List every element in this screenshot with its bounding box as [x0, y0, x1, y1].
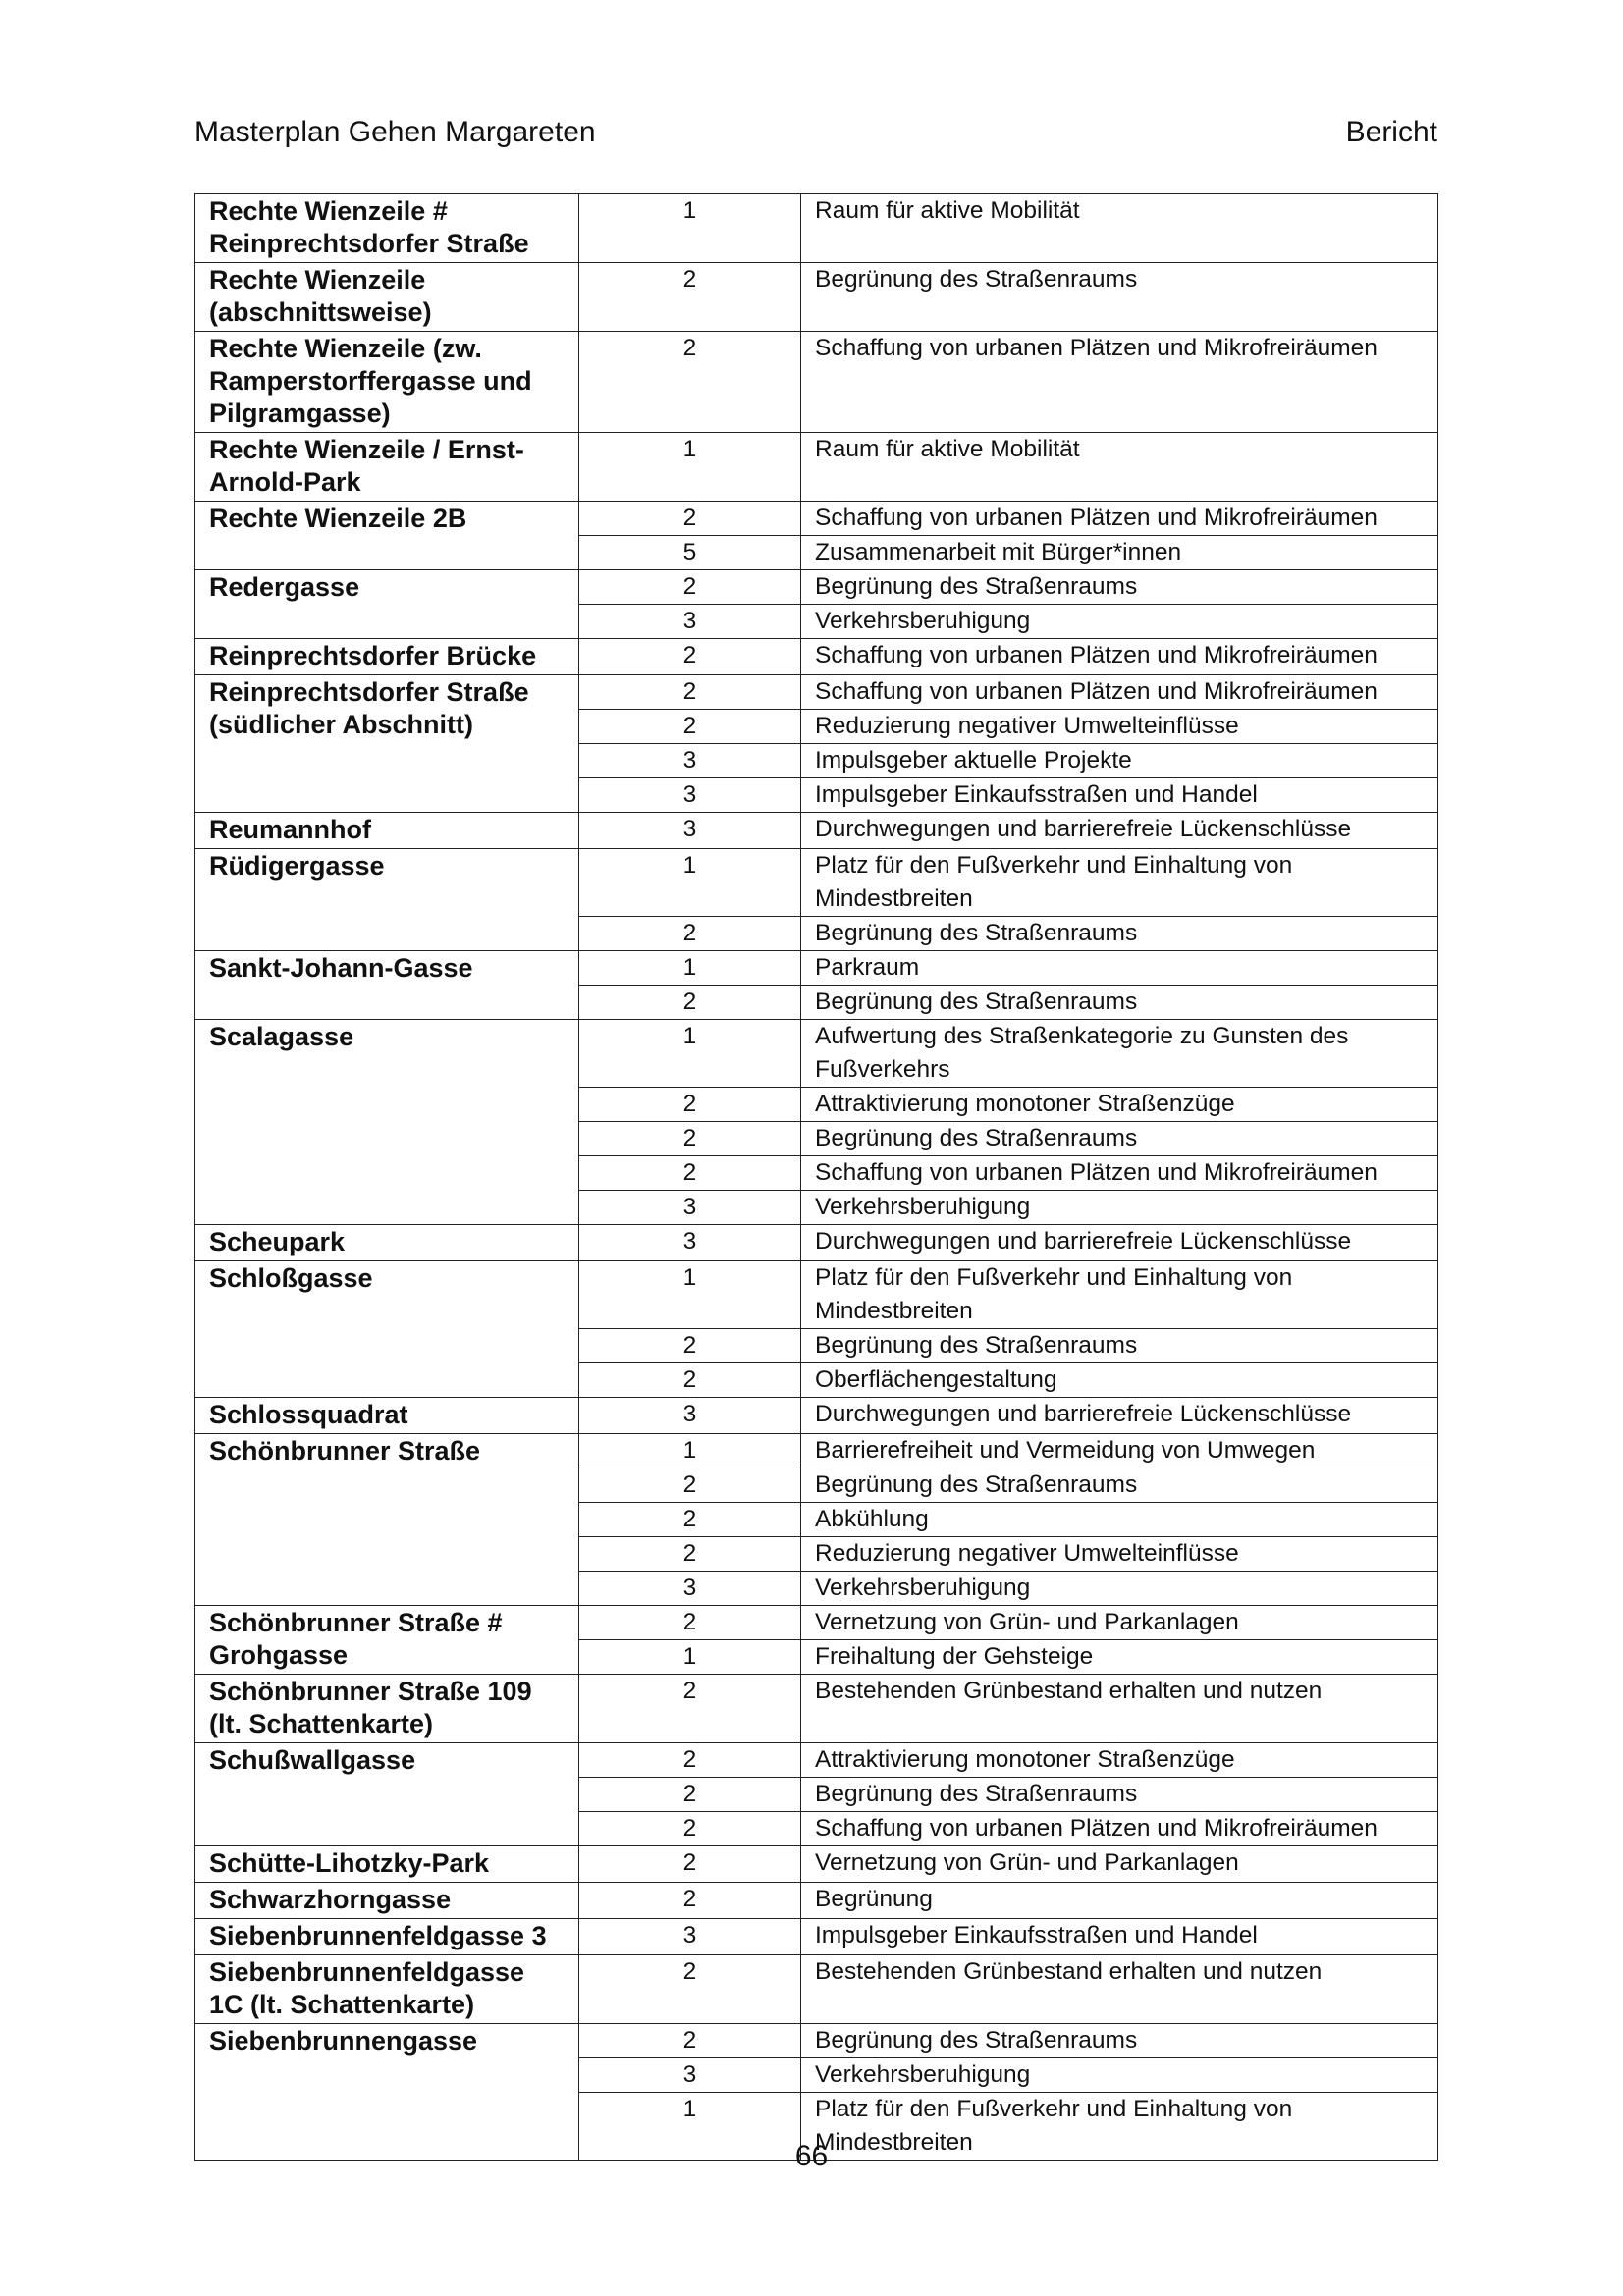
measure-cell: Barrierefreiheit und Vermeidung von Umwegen: [801, 1434, 1438, 1468]
table-row: [195, 639, 1438, 675]
measure-cell: Aufwertung des Straßenkategorie zu Gunsten des Fußverkehrs: [801, 1020, 1438, 1088]
measure-cell: Impulsgeber Einkaufsstraßen und Handel: [801, 1919, 1438, 1955]
measure-cell: Begrünung: [801, 1883, 1438, 1919]
measure-cell: Schaffung von urbanen Plätzen und Mikrofreiräumen: [801, 502, 1438, 536]
table-row: [195, 849, 1438, 917]
measure-cell: Attraktivierung monotoner Straßenzüge: [801, 1743, 1438, 1778]
measure-cell: Impulsgeber Einkaufsstraßen und Handel: [801, 778, 1438, 813]
table-row: [195, 1261, 1438, 1329]
priority-cell: 3: [579, 605, 801, 639]
measure-cell: Durchwegungen und barrierefreie Lückenschlüsse: [801, 813, 1438, 849]
priority-cell: 1: [579, 1434, 801, 1468]
table-row: [195, 1434, 1438, 1468]
location-cell: Siebenbrunnengasse: [195, 2024, 579, 2161]
priority-cell: 1: [579, 1020, 801, 1088]
priority-cell: 2: [579, 1329, 801, 1363]
location-cell: Rechte Wienzeile / Ernst-Arnold-Park: [195, 433, 579, 502]
priority-cell: 2: [579, 570, 801, 605]
measure-cell: Schaffung von urbanen Plätzen und Mikrofreiräumen: [801, 675, 1438, 710]
priority-cell: 2: [579, 1503, 801, 1537]
priority-cell: 2: [579, 502, 801, 536]
page-header: [194, 116, 1437, 159]
measures-table-container: [194, 193, 1437, 2161]
priority-cell: 2: [579, 1122, 801, 1156]
table-row: [195, 1398, 1438, 1434]
priority-cell: 2: [579, 1537, 801, 1572]
table-row: [195, 1606, 1438, 1640]
location-cell: Rüdigergasse: [195, 849, 579, 951]
document-title: Masterplan Gehen Margareten: [194, 116, 596, 148]
location-cell: Schwarzhorngasse: [195, 1883, 579, 1919]
location-cell: Scheupark: [195, 1225, 579, 1261]
priority-cell: 3: [579, 1225, 801, 1261]
priority-cell: 1: [579, 1640, 801, 1675]
measure-cell: Verkehrsberuhigung: [801, 605, 1438, 639]
measure-cell: Platz für den Fußverkehr und Einhaltung von Mindestbreiten: [801, 2093, 1438, 2161]
measure-cell: Durchwegungen und barrierefreie Lückenschlüsse: [801, 1398, 1438, 1434]
priority-cell: 2: [579, 986, 801, 1020]
measure-cell: Begrünung des Straßenraums: [801, 263, 1438, 332]
measure-cell: Begrünung des Straßenraums: [801, 1122, 1438, 1156]
priority-cell: 3: [579, 1919, 801, 1955]
measure-cell: Verkehrsberuhigung: [801, 1191, 1438, 1225]
measure-cell: Begrünung des Straßenraums: [801, 1778, 1438, 1812]
table-row: [195, 1846, 1438, 1883]
location-cell: Sankt-Johann-Gasse: [195, 951, 579, 1020]
priority-cell: 3: [579, 2058, 801, 2093]
location-cell: Rechte Wienzeile # Reinprechtsdorfer Straße: [195, 194, 579, 263]
location-cell: Schönbrunner Straße # Grohgasse: [195, 1606, 579, 1675]
measure-cell: Begrünung des Straßenraums: [801, 917, 1438, 951]
priority-cell: 2: [579, 1468, 801, 1503]
location-cell: Schloßgasse: [195, 1261, 579, 1398]
measure-cell: Raum für aktive Mobilität: [801, 194, 1438, 263]
location-cell: Schönbrunner Straße: [195, 1434, 579, 1606]
priority-cell: 2: [579, 1156, 801, 1191]
priority-cell: 2: [579, 917, 801, 951]
measure-cell: Verkehrsberuhigung: [801, 2058, 1438, 2093]
location-cell: Reinprechtsdorfer Brücke: [195, 639, 579, 675]
priority-cell: 3: [579, 1191, 801, 1225]
measure-cell: Platz für den Fußverkehr und Einhaltung von Mindestbreiten: [801, 1261, 1438, 1329]
location-cell: Rechte Wienzeile 2B: [195, 502, 579, 570]
priority-cell: 2: [579, 2024, 801, 2058]
measures-table: [194, 193, 1438, 2161]
priority-cell: 1: [579, 2093, 801, 2161]
table-row: [195, 1225, 1438, 1261]
table-row: [195, 433, 1438, 502]
measure-cell: Verkehrsberuhigung: [801, 1572, 1438, 1606]
table-row: [195, 1919, 1438, 1955]
priority-cell: 2: [579, 1743, 801, 1778]
measure-cell: Platz für den Fußverkehr und Einhaltung von Mindestbreiten: [801, 849, 1438, 917]
location-cell: Scalagasse: [195, 1020, 579, 1225]
priority-cell: 2: [579, 1675, 801, 1743]
location-cell: Reinprechtsdorfer Straße (südlicher Abschnitt): [195, 675, 579, 813]
measure-cell: Durchwegungen und barrierefreie Lückenschlüsse: [801, 1225, 1438, 1261]
table-row: [195, 194, 1438, 263]
table-row: [195, 1020, 1438, 1088]
table-row: [195, 675, 1438, 710]
table-row: [195, 1675, 1438, 1743]
priority-cell: 3: [579, 778, 801, 813]
measures-table-body: [195, 194, 1438, 2161]
priority-cell: 3: [579, 744, 801, 778]
measure-cell: Schaffung von urbanen Plätzen und Mikrofreiräumen: [801, 1156, 1438, 1191]
measure-cell: Freihaltung der Gehsteige: [801, 1640, 1438, 1675]
measure-cell: Impulsgeber aktuelle Projekte: [801, 744, 1438, 778]
priority-cell: 2: [579, 1812, 801, 1846]
priority-cell: 1: [579, 194, 801, 263]
priority-cell: 2: [579, 1883, 801, 1919]
measure-cell: Attraktivierung monotoner Straßenzüge: [801, 1088, 1438, 1122]
priority-cell: 2: [579, 332, 801, 433]
page-number: 66: [794, 2140, 829, 2172]
priority-cell: 1: [579, 849, 801, 917]
location-cell: Redergasse: [195, 570, 579, 639]
measure-cell: Vernetzung von Grün- und Parkanlagen: [801, 1606, 1438, 1640]
priority-cell: 2: [579, 710, 801, 744]
priority-cell: 2: [579, 263, 801, 332]
measure-cell: Begrünung des Straßenraums: [801, 1329, 1438, 1363]
priority-cell: 2: [579, 1778, 801, 1812]
priority-cell: 3: [579, 813, 801, 849]
priority-cell: 2: [579, 1088, 801, 1122]
measure-cell: Raum für aktive Mobilität: [801, 433, 1438, 502]
measure-cell: Begrünung des Straßenraums: [801, 2024, 1438, 2058]
location-cell: Schußwallgasse: [195, 1743, 579, 1846]
location-cell: Schütte-Lihotzky-Park: [195, 1846, 579, 1883]
priority-cell: 1: [579, 1261, 801, 1329]
table-row: [195, 263, 1438, 332]
priority-cell: 3: [579, 1572, 801, 1606]
priority-cell: 2: [579, 1363, 801, 1398]
section-label: Bericht: [1345, 116, 1437, 148]
measure-cell: Abkühlung: [801, 1503, 1438, 1537]
measure-cell: Oberflächengestaltung: [801, 1363, 1438, 1398]
measure-cell: Reduzierung negativer Umwelteinflüsse: [801, 710, 1438, 744]
priority-cell: 2: [579, 639, 801, 675]
measure-cell: Zusammenarbeit mit Bürger*innen: [801, 536, 1438, 570]
priority-cell: 1: [579, 951, 801, 986]
table-row: [195, 951, 1438, 986]
priority-cell: 2: [579, 675, 801, 710]
priority-cell: 2: [579, 1846, 801, 1883]
priority-cell: 3: [579, 1398, 801, 1434]
priority-cell: 2: [579, 1955, 801, 2024]
location-cell: Schlossquadrat: [195, 1398, 579, 1434]
priority-cell: 5: [579, 536, 801, 570]
measure-cell: Parkraum: [801, 951, 1438, 986]
measure-cell: Schaffung von urbanen Plätzen und Mikrofreiräumen: [801, 1812, 1438, 1846]
measure-cell: Begrünung des Straßenraums: [801, 570, 1438, 605]
table-row: [195, 332, 1438, 433]
measure-cell: Bestehenden Grünbestand erhalten und nutzen: [801, 1675, 1438, 1743]
table-row: [195, 570, 1438, 605]
table-row: [195, 1743, 1438, 1778]
table-row: [195, 1955, 1438, 2024]
location-cell: Siebenbrunnenfeldgasse 3: [195, 1919, 579, 1955]
table-row: [195, 1883, 1438, 1919]
measure-cell: Begrünung des Straßenraums: [801, 986, 1438, 1020]
measure-cell: Begrünung des Straßenraums: [801, 1468, 1438, 1503]
location-cell: Reumannhof: [195, 813, 579, 849]
measure-cell: Bestehenden Grünbestand erhalten und nutzen: [801, 1955, 1438, 2024]
location-cell: Schönbrunner Straße 109 (lt. Schattenkarte): [195, 1675, 579, 1743]
measure-cell: Schaffung von urbanen Plätzen und Mikrofreiräumen: [801, 332, 1438, 433]
measure-cell: Reduzierung negativer Umwelteinflüsse: [801, 1537, 1438, 1572]
location-cell: Rechte Wienzeile (abschnittsweise): [195, 263, 579, 332]
location-cell: Rechte Wienzeile (zw. Ramperstorffergasse und Pilgramgasse): [195, 332, 579, 433]
table-row: [195, 2024, 1438, 2058]
table-row: [195, 813, 1438, 849]
location-cell: Siebenbrunnenfeldgasse 1C (lt. Schattenkarte): [195, 1955, 579, 2024]
measure-cell: Schaffung von urbanen Plätzen und Mikrofreiräumen: [801, 639, 1438, 675]
priority-cell: 1: [579, 433, 801, 502]
table-row: [195, 502, 1438, 536]
measure-cell: Vernetzung von Grün- und Parkanlagen: [801, 1846, 1438, 1883]
priority-cell: 2: [579, 1606, 801, 1640]
